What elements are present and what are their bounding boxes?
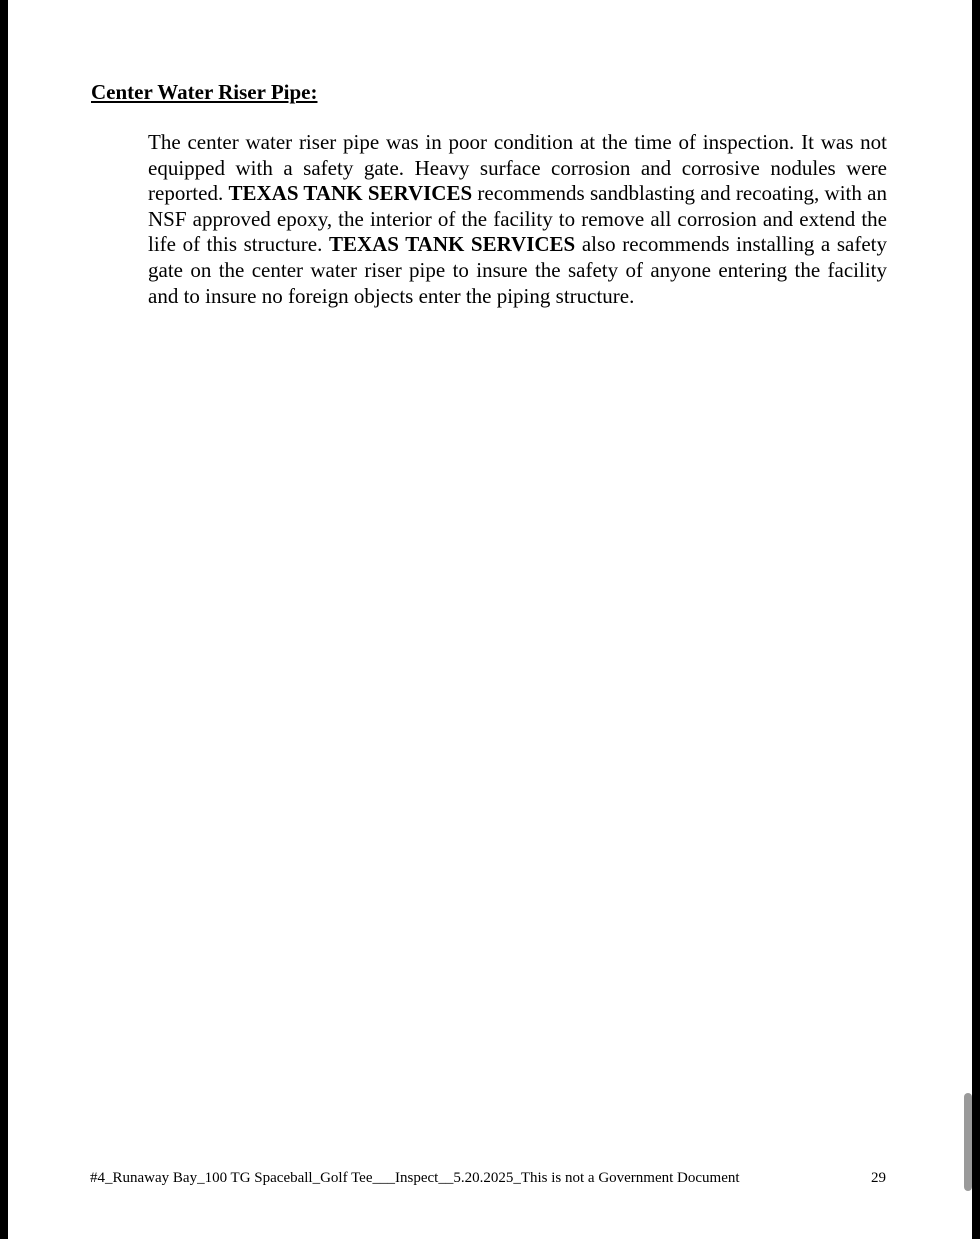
section-heading: Center Water Riser Pipe: bbox=[91, 80, 318, 104]
page-footer: #4_Runaway Bay_100 TG Spaceball_Golf Tee___Inspect__5.20.2025_This is not a Government Document bbox=[90, 1170, 740, 1186]
document-page bbox=[8, 0, 972, 1239]
paragraph-text-1: The center water riser pipe was in poor condition at the time of inspection. It was not equipped with a safety gate. Heavy surface corrosion and corrosive nodules were reported. bbox=[148, 130, 887, 206]
right-border bbox=[972, 0, 980, 1239]
body-paragraph bbox=[148, 130, 887, 309]
company-name: TEXAS TANK SERVICES bbox=[228, 181, 473, 206]
page-number: 29 bbox=[871, 1170, 886, 1186]
scrollbar-thumb[interactable] bbox=[964, 1093, 972, 1191]
company-name: TEXAS TANK SERVICES bbox=[328, 232, 576, 257]
paragraph-text-3: also recommends installing a safety gate on the center water riser pipe to insure the safety of anyone entering the facility and to insure no foreign objects enter the piping structure. bbox=[148, 232, 887, 308]
paragraph-text-2: recommends sandblasting and recoating, with an NSF approved epoxy, the interior of the facility to remove all corrosion and extend the life of this structure. bbox=[148, 181, 887, 257]
left-border bbox=[0, 0, 8, 1239]
